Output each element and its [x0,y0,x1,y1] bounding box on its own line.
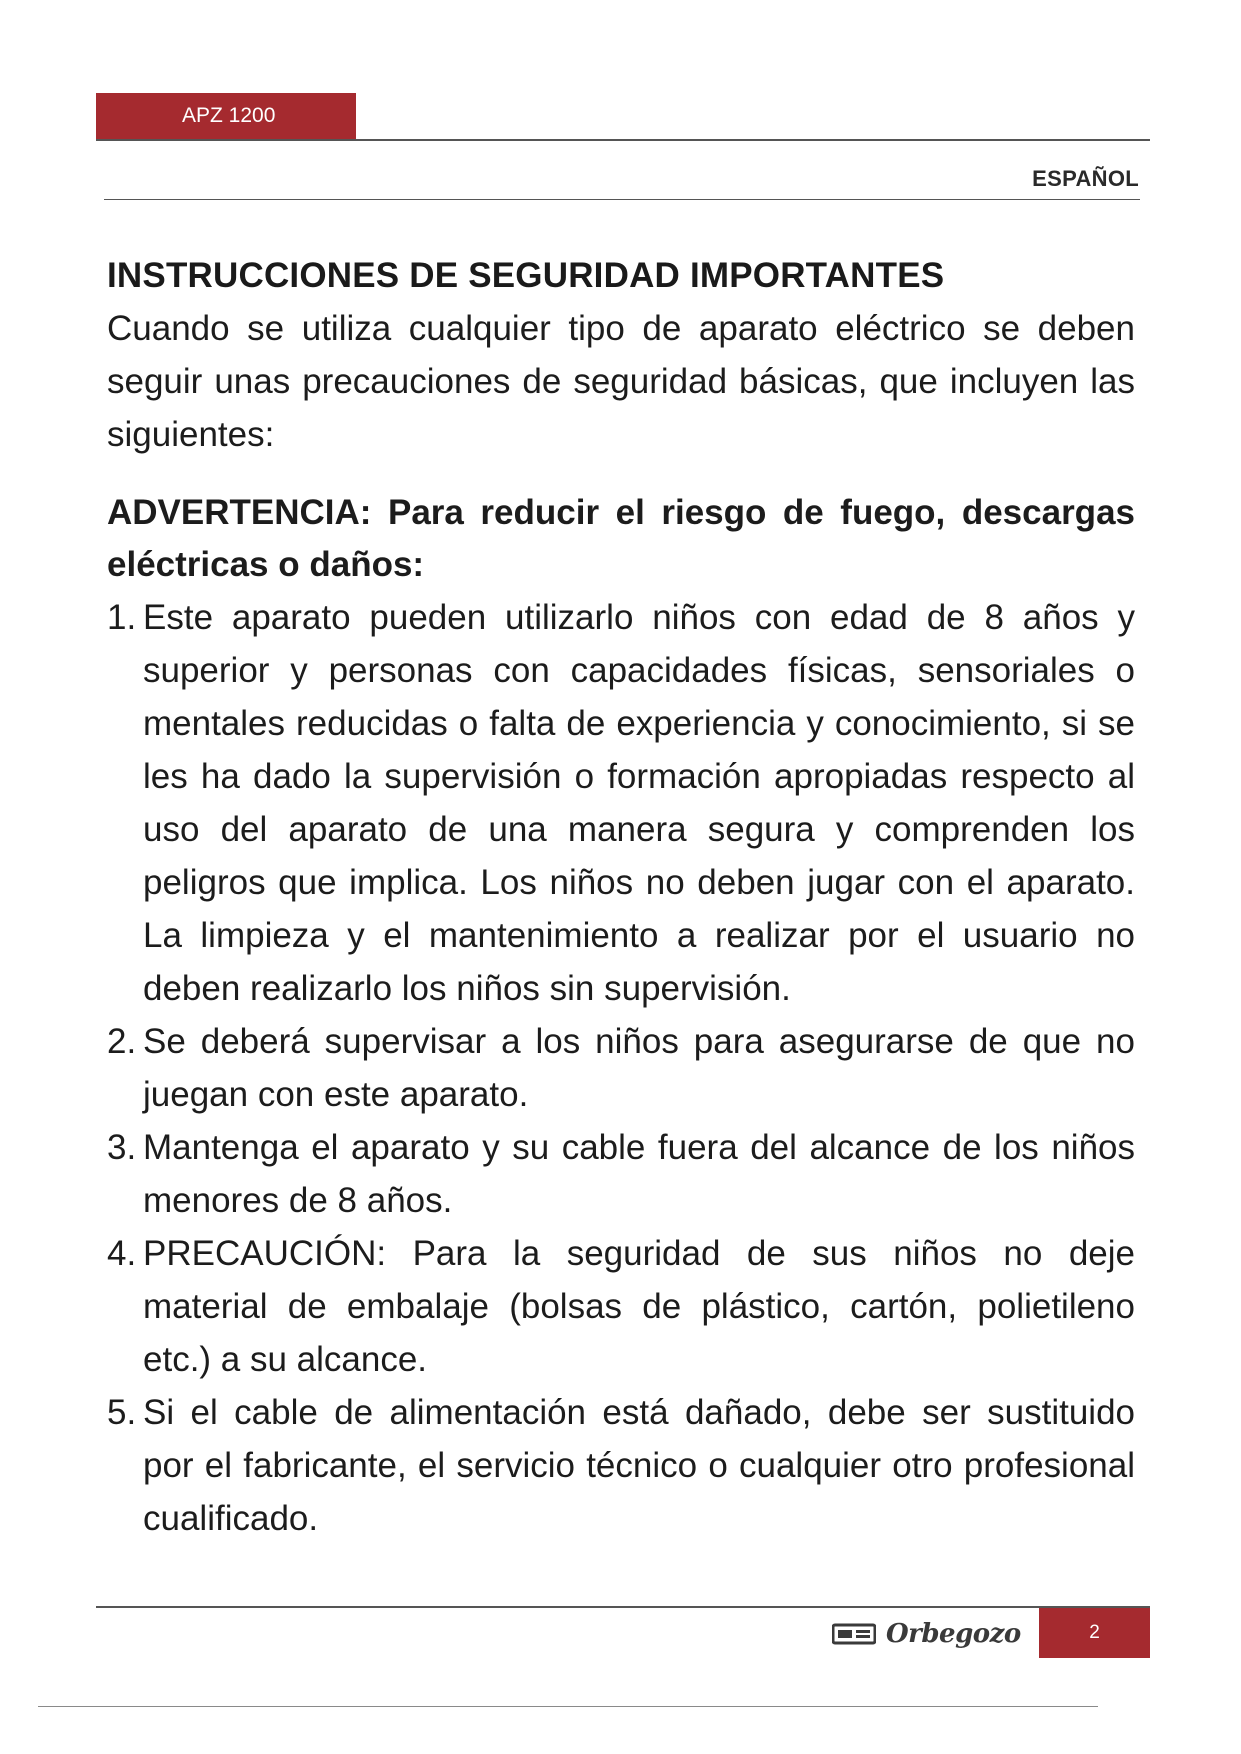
list-item-text: Este aparato pueden utilizarlo niños con edad de 8 años y superior y personas con capacidades físicas, sensoriales o mentales reducidas o falta de experiencia y conocimiento, si se les ha dado la supervisión o formación apropiadas respecto al uso del aparato de una manera segura y comprenden los peligros que implica. Los niños no deben jugar con el aparato. La limpieza y el mantenimiento a realizar por el usuario no deben realizarlo los niños sin supervisión. [143,598,1135,1008]
list-item-number: 3. [107,1128,137,1167]
brand-mark-icon [832,1622,876,1646]
model-label: APZ 1200 [182,104,276,127]
language-rule [104,199,1140,200]
page-title: INSTRUCCIONES DE SEGURIDAD IMPORTANTES [107,256,945,295]
page-number-box [1039,1608,1150,1658]
list-item [107,591,1135,1015]
list-item-number: 5. [107,1393,137,1432]
list-item-text: Si el cable de alimentación está dañado, debe ser sustituido por el fabricante, el servicio técnico o cualquier otro profesional cualificado. [143,1393,1135,1538]
list-item-number: 1. [107,598,137,637]
page-content [107,250,1135,1545]
brand-name: Orbegozo [886,1619,1021,1649]
warning-heading: ADVERTENCIA: Para reducir el riesgo de fuego, descargas eléctricas o daños: [107,493,1135,584]
intro-paragraph: Cuando se utiliza cualquier tipo de aparato eléctrico se deben seguir unas precauciones de seguridad básicas, que incluyen las siguientes: [107,309,1135,454]
header-rule [96,139,1150,141]
page-bottom-rule [38,1706,1098,1707]
brand-logo [832,1611,1032,1657]
safety-list [107,591,1135,1545]
language-label: ESPAÑOL [1032,166,1139,191]
list-item [107,1227,1135,1386]
list-item [107,1121,1135,1227]
list-item [107,1386,1135,1545]
model-tab [96,93,356,139]
list-item-text: Se deberá supervisar a los niños para asegurarse de que no juegan con este aparato. [143,1022,1135,1114]
list-item-number: 4. [107,1234,137,1273]
page-number: 2 [1089,1622,1100,1643]
footer-rule [96,1606,1150,1608]
list-item-text: Mantenga el aparato y su cable fuera del alcance de los niños menores de 8 años. [143,1128,1135,1220]
list-item [107,1015,1135,1121]
list-item-text: PRECAUCIÓN: Para la seguridad de sus niños no deje material de embalaje (bolsas de plástico, cartón, polietileno etc.) a su alcance. [143,1234,1135,1379]
list-item-number: 2. [107,1022,137,1061]
